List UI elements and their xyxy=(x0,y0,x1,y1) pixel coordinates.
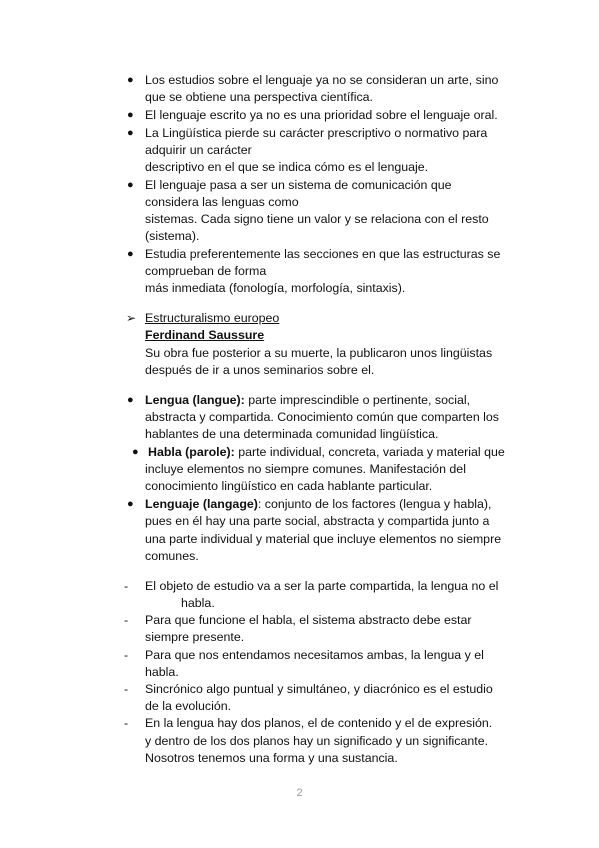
bullet-icon: ● xyxy=(127,394,134,406)
bullet-icon: ● xyxy=(132,446,139,458)
list2-item-3-line-4: comunes. xyxy=(145,549,199,563)
dash-icon: - xyxy=(124,648,129,662)
list2-item-1-line-1 xyxy=(145,392,470,408)
intro-line-1: Su obra fue posterior a su muerte, la publicaron unos lingüistas xyxy=(145,346,493,360)
list3-item-4-line-2: de la evolución. xyxy=(145,699,232,713)
bullet-icon: ● xyxy=(127,179,134,191)
term-habla: Habla (parole): xyxy=(148,445,235,459)
term-lengua: Lengua (langue): xyxy=(145,393,245,407)
list3-item-2-line-2: siempre presente. xyxy=(145,630,245,644)
dash-icon: - xyxy=(124,613,129,627)
list3-item-1-line-1: El objeto de estudio va a ser la parte compartida, la lengua no el xyxy=(145,579,499,593)
list2-item-3-line-2: pues en él hay una parte social, abstracta y compartida junto a xyxy=(145,514,490,528)
dash-icon: - xyxy=(124,579,129,593)
list2-item-2-line-3: conocimiento lingüístico en cada hablante particular. xyxy=(145,479,433,493)
term-lenguaje: Lenguaje (langage) xyxy=(145,497,258,511)
definition-lengua-start: parte imprescindible o pertinente, social, xyxy=(244,393,471,407)
intro-line-2: después de ir a unos seminarios sobre el. xyxy=(145,363,375,377)
list1-item-3-line-1: La Lingüística pierde su carácter prescriptivo o normativo para xyxy=(145,126,488,140)
bullet-icon: ● xyxy=(127,127,134,139)
list1-item-4-line-4: (sistema). xyxy=(145,229,200,243)
list2-item-3-line-3: una parte individual y material que incluye elementos no siempre xyxy=(145,532,502,546)
bullet-icon: ● xyxy=(127,74,134,86)
list1-item-3-line-2: adquirir un carácter xyxy=(145,143,252,157)
definition-lenguaje-start: : conjunto de los factores (lengua y habla), xyxy=(257,497,492,511)
list3-item-3-line-2: habla. xyxy=(145,665,179,679)
list1-item-1-line-2: que se obtiene una perspectiva científica. xyxy=(145,90,373,104)
list2-item-2-line-2: incluye elementos no siempre comunes. Manifestación del xyxy=(145,462,466,476)
dash-icon: - xyxy=(124,682,129,696)
list1-item-2-line-1: El lenguaje escrito ya no es una prioridad sobre el lenguaje oral. xyxy=(145,108,498,122)
author-name: Ferdinand Saussure xyxy=(145,328,265,342)
list3-item-4-line-1: Sincrónico algo puntual y simultáneo, y diacrónico es el estudio xyxy=(145,682,493,696)
list2-item-2-line-1 xyxy=(148,444,505,460)
list3-item-1-line-2: habla. xyxy=(181,596,215,610)
bullet-icon: ● xyxy=(127,248,134,260)
list1-item-4-line-3: sistemas. Cada signo tiene un valor y se relaciona con el resto xyxy=(145,212,489,226)
section-heading: Estructuralismo europeo xyxy=(145,311,280,325)
list2-item-1-line-3: hablantes de una determinada comunidad lingüística. xyxy=(145,427,439,441)
definition-habla-start: parte individual, concreta, variada y material que xyxy=(234,445,505,459)
list1-item-4-line-2: considera las lenguas como xyxy=(145,195,299,209)
list2-item-3-line-1 xyxy=(145,496,491,512)
bullet-icon: ● xyxy=(127,498,134,510)
list1-item-5-line-2: comprueban de forma xyxy=(145,264,267,278)
list3-item-5-line-2: y dentro de los dos planos hay un significado y un significante. xyxy=(145,734,489,748)
bullet-icon: ● xyxy=(127,109,134,121)
arrow-bullet-icon: ➢ xyxy=(126,311,137,325)
page-number: 2 xyxy=(296,787,303,799)
list3-item-5-line-3: Nosotros tenemos una forma y una sustancia. xyxy=(145,751,398,765)
list1-item-4-line-1: El lenguaje pasa a ser un sistema de comunicación que xyxy=(145,178,452,192)
list1-item-3-line-3: descriptivo en el que se indica cómo es el lenguaje. xyxy=(145,160,429,174)
list1-item-5-line-1: Estudia preferentemente las secciones en que las estructuras se xyxy=(145,247,501,261)
list3-item-2-line-1: Para que funcione el habla, el sistema abstracto debe estar xyxy=(145,613,472,627)
list1-item-5-line-3: más inmediata (fonología, morfología, sintaxis). xyxy=(145,281,406,295)
dash-icon: - xyxy=(124,716,129,730)
list3-item-5-line-1: En la lengua hay dos planos, el de contenido y el de expresión. xyxy=(145,716,493,730)
list1-item-1-line-1: Los estudios sobre el lenguaje ya no se consideran un arte, sino xyxy=(145,73,499,87)
list2-item-1-line-2: abstracta y compartida. Conocimiento común que comparten los xyxy=(145,410,499,424)
list3-item-3-line-1: Para que nos entendamos necesitamos ambas, la lengua y el xyxy=(145,648,484,662)
